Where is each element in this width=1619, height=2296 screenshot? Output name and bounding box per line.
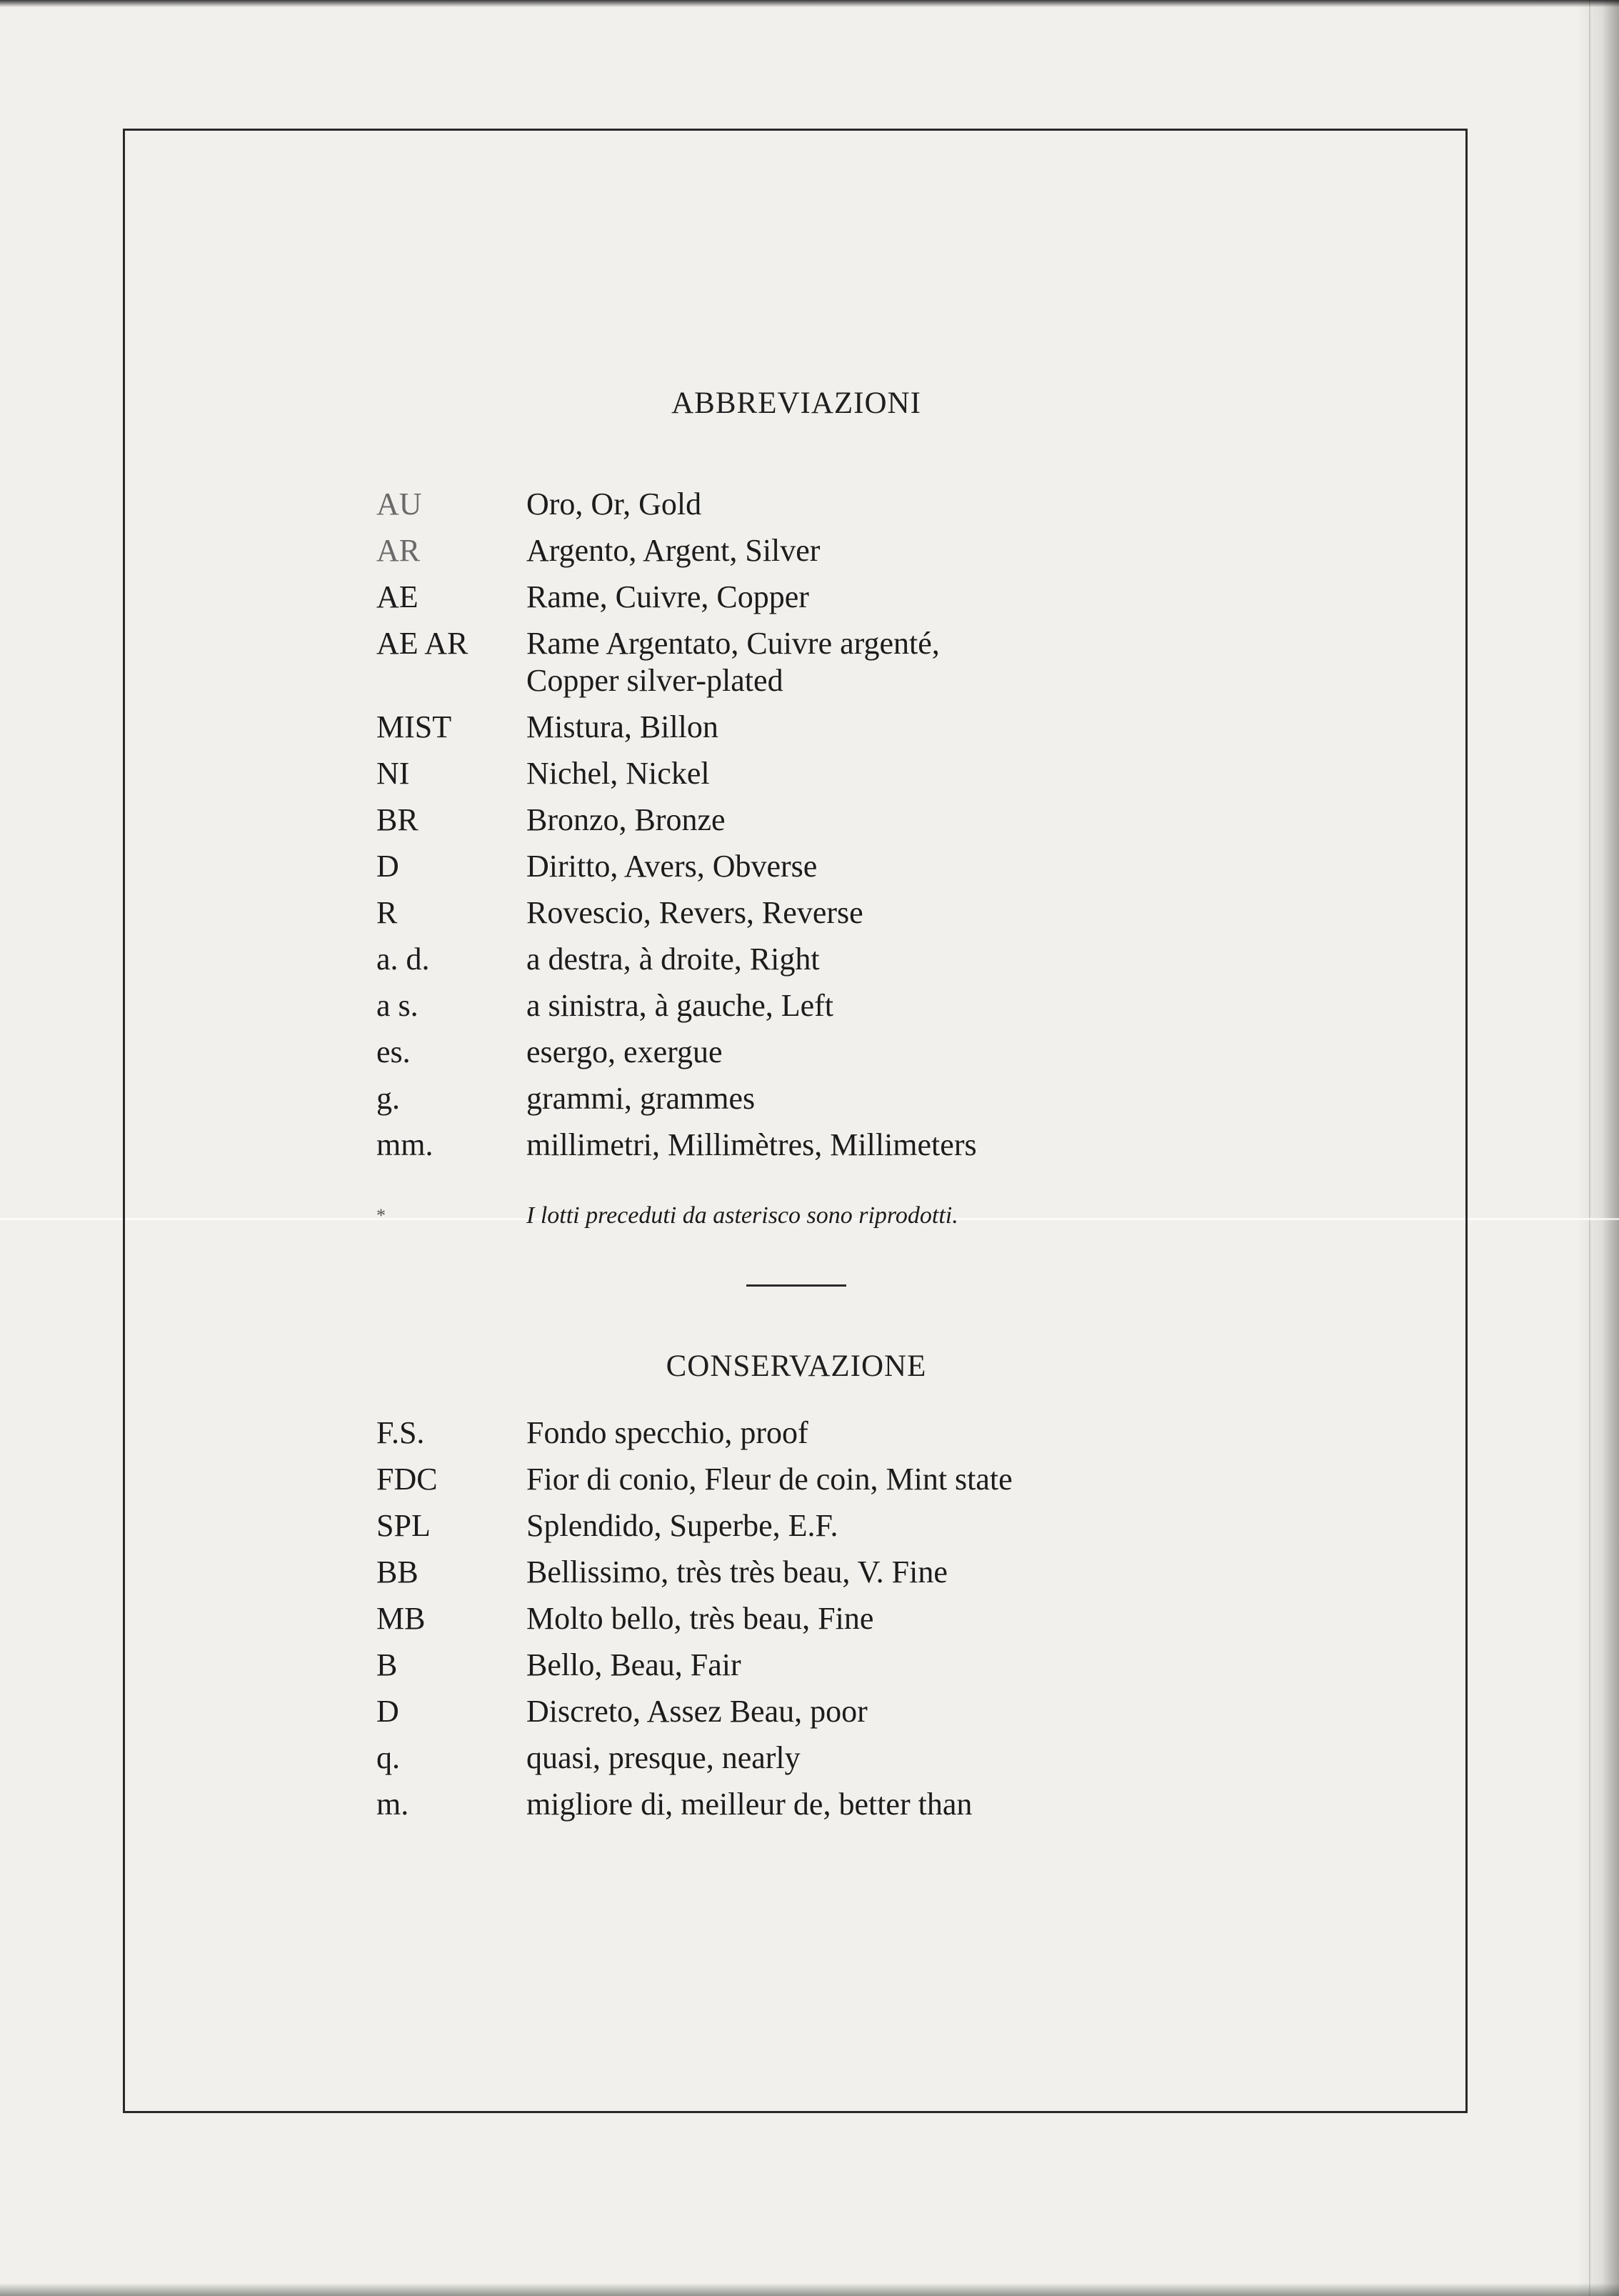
abbreviation-meaning: Argento, Argent, Silver: [526, 533, 821, 568]
abbreviation-code: R: [376, 895, 398, 930]
abbreviation-code: D: [376, 849, 399, 884]
conservation-row: [376, 1507, 1376, 1544]
conservation-meaning: Fior di conio, Fleur de coin, Mint state: [526, 1462, 1013, 1497]
conservation-row: [376, 1554, 1376, 1591]
conservation-code: B: [376, 1647, 398, 1682]
abbreviation-meaning: millimetri, Millimètres, Millimeters: [526, 1127, 977, 1162]
conservation-meaning: Fondo specchio, proof: [526, 1415, 808, 1450]
abbreviation-meaning: Oro, Or, Gold: [526, 486, 702, 521]
conservation-row: [376, 1693, 1376, 1730]
asterisk-marker: *: [376, 1205, 386, 1226]
abbreviation-row: [376, 1080, 1376, 1117]
conservation-row: [376, 1461, 1376, 1498]
section-divider: [746, 1284, 846, 1287]
abbreviations-list: [376, 486, 1376, 1173]
asterisk-note: [376, 1200, 1376, 1232]
conservation-code: FDC: [376, 1462, 438, 1497]
page-bottom-edge: [0, 2283, 1619, 2296]
conservation-code: SPL: [376, 1508, 431, 1543]
abbreviation-code: AE: [376, 579, 418, 614]
conservation-code: D: [376, 1694, 399, 1729]
conservation-code: q.: [376, 1740, 400, 1775]
conservation-meaning: Splendido, Superbe, E.F.: [526, 1508, 838, 1543]
conservation-list: [376, 1414, 1376, 1832]
abbreviation-row: [376, 941, 1376, 978]
abbreviation-code: a. d.: [376, 942, 430, 977]
abbreviation-code: BR: [376, 802, 418, 837]
page-top-shadow: [0, 0, 1619, 7]
conservation-row: [376, 1647, 1376, 1684]
abbreviation-row: [376, 709, 1376, 746]
abbreviation-code: a s.: [376, 988, 418, 1023]
abbreviation-code: AE AR: [376, 626, 468, 661]
abbreviation-meaning: a sinistra, à gauche, Left: [526, 988, 834, 1023]
abbreviation-row: [376, 987, 1376, 1024]
conservation-meaning: Molto bello, très beau, Fine: [526, 1601, 874, 1636]
abbreviation-meaning: Bronzo, Bronze: [526, 802, 726, 837]
conservation-meaning: Bello, Beau, Fair: [526, 1647, 741, 1682]
abbreviation-code: AR: [376, 533, 421, 568]
asterisk-note-text: I lotti preceduti da asterisco sono riprodotti.: [526, 1202, 958, 1229]
abbreviation-code: AU: [376, 486, 422, 521]
conservation-row: [376, 1740, 1376, 1777]
abbreviation-code: mm.: [376, 1127, 433, 1162]
conservation-row: [376, 1786, 1376, 1823]
abbreviation-meaning-line: Copper silver-plated: [526, 663, 783, 698]
abbreviation-meaning: Rame, Cuivre, Copper: [526, 579, 809, 614]
abbreviation-code: MIST: [376, 709, 452, 744]
abbreviation-meaning: Mistura, Billon: [526, 709, 718, 744]
conservation-meaning: Discreto, Assez Beau, poor: [526, 1694, 868, 1729]
abbreviation-row: [376, 894, 1376, 932]
abbreviation-meaning: [526, 625, 1376, 699]
abbreviation-code: NI: [376, 756, 410, 791]
conservation-code: F.S.: [376, 1415, 425, 1450]
abbreviation-meaning: grammi, grammes: [526, 1081, 756, 1116]
abbreviation-row: [376, 1127, 1376, 1164]
abbreviation-meaning: Nichel, Nickel: [526, 756, 710, 791]
abbreviation-code: g.: [376, 1081, 400, 1116]
abbreviation-meaning: a destra, à droite, Right: [526, 942, 820, 977]
abbreviation-row: [376, 848, 1376, 885]
abbreviation-row: [376, 1034, 1376, 1071]
abbreviation-meaning-line: Rame Argentato, Cuivre argenté,: [526, 626, 940, 661]
abbreviation-meaning: Diritto, Avers, Obverse: [526, 849, 818, 884]
abbreviation-code: es.: [376, 1034, 411, 1069]
conservation-row: [376, 1414, 1376, 1452]
conservation-row: [376, 1600, 1376, 1637]
abbreviation-row: [376, 755, 1376, 792]
abbreviation-row: [376, 802, 1376, 839]
conservation-meaning: migliore di, meilleur de, better than: [526, 1787, 973, 1822]
abbreviation-row: [376, 579, 1376, 616]
abbreviations-title: ABBREVIAZIONI: [671, 386, 921, 420]
conservation-meaning: Bellissimo, très très beau, V. Fine: [526, 1554, 948, 1589]
conservation-title: CONSERVAZIONE: [666, 1349, 927, 1383]
abbreviation-row: [376, 486, 1376, 523]
abbreviation-row: [376, 532, 1376, 569]
conservation-code: MB: [376, 1601, 426, 1636]
abbreviation-meaning: esergo, exergue: [526, 1034, 723, 1069]
abbreviation-row: [376, 625, 1376, 699]
conservation-meaning: quasi, presque, nearly: [526, 1740, 801, 1775]
page-right-edge-line: [1589, 0, 1590, 2296]
abbreviation-meaning: Rovescio, Revers, Reverse: [526, 895, 863, 930]
page-right-edge: [1576, 0, 1619, 2296]
conservation-code: m.: [376, 1787, 409, 1822]
conservation-code: BB: [376, 1554, 418, 1589]
